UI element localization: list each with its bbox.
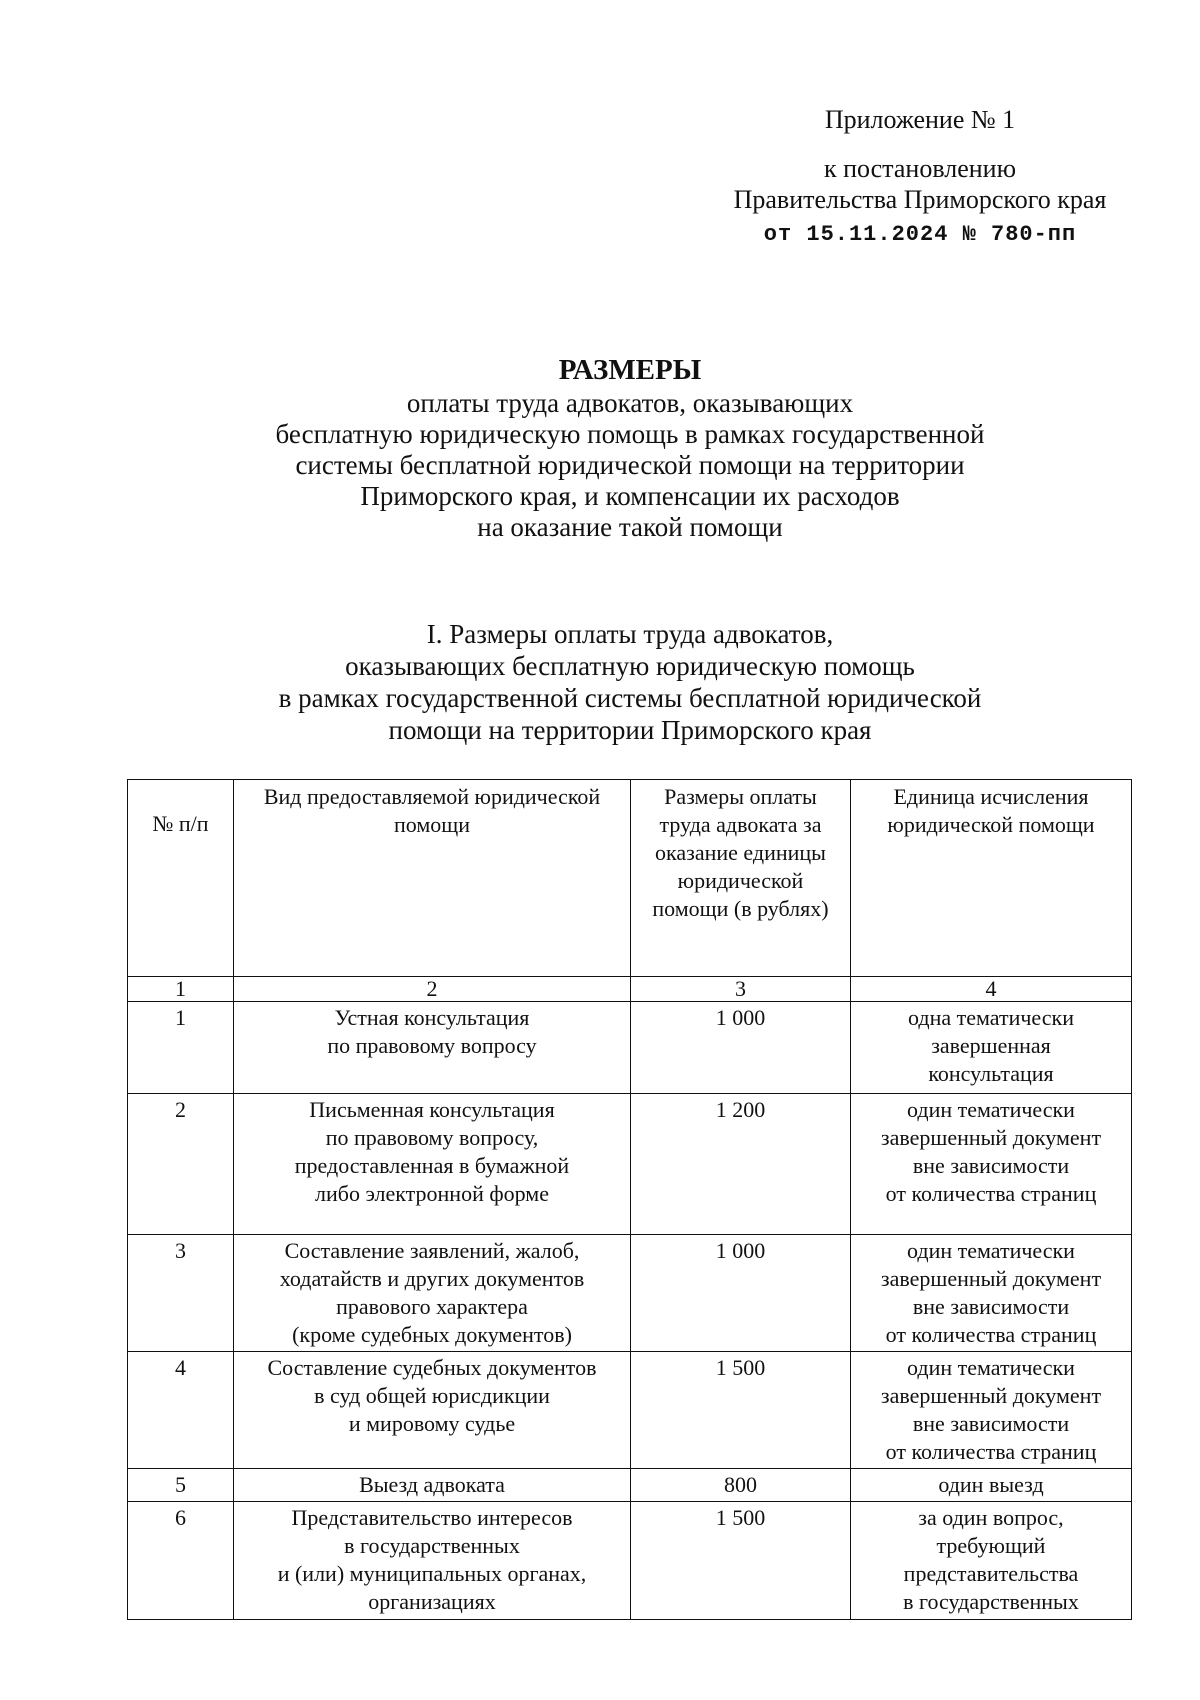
row-unit-text: один выезд bbox=[938, 1472, 1044, 1497]
title-line: Приморского края, и компенсации их расходов bbox=[360, 481, 900, 511]
row-type-text: Представительство интересов bbox=[291, 1505, 573, 1530]
appendix-authority: Правительства Приморского края bbox=[733, 185, 1107, 214]
section-line: помощи на территории Приморского края bbox=[388, 715, 872, 745]
row-unit bbox=[851, 1002, 1132, 1094]
header-type-text: помощи bbox=[394, 812, 470, 837]
header-num bbox=[128, 780, 234, 977]
row-type-text: Составление заявлений, жалоб, bbox=[284, 1238, 580, 1263]
header-rate-text: юридической bbox=[677, 868, 804, 893]
row-unit bbox=[851, 1502, 1132, 1620]
column-number: 4 bbox=[851, 977, 1132, 1002]
title-heading: РАЗМЕРЫ bbox=[558, 354, 702, 386]
row-unit-text: завершенный документ bbox=[880, 1266, 1102, 1291]
row-unit-text: завершенный документ bbox=[880, 1125, 1102, 1150]
row-unit-text: за один вопрос, bbox=[918, 1505, 1064, 1530]
title-line: на оказание такой помощи bbox=[477, 512, 783, 542]
header-rate-text: Размеры оплаты bbox=[664, 784, 817, 809]
table-row bbox=[128, 1094, 1132, 1235]
row-type-text: по правовому вопросу bbox=[327, 1033, 537, 1058]
row-type bbox=[234, 1352, 631, 1469]
document-title bbox=[0, 352, 1200, 543]
row-type-text: в государственных bbox=[344, 1533, 520, 1558]
row-type bbox=[234, 1235, 631, 1352]
row-num: 3 bbox=[128, 1235, 234, 1352]
row-type-text: Устная консультация bbox=[334, 1005, 530, 1030]
row-unit bbox=[851, 1352, 1132, 1469]
row-unit-text: вне зависимости bbox=[912, 1294, 1070, 1319]
column-number: 3 bbox=[631, 977, 851, 1002]
row-type-text: по правовому вопросу, bbox=[325, 1125, 539, 1150]
row-unit-text: один тематически bbox=[907, 1238, 1075, 1263]
row-num: 6 bbox=[128, 1502, 234, 1620]
appendix-to: к постановлению bbox=[823, 154, 1017, 183]
row-type-text: Выезд адвоката bbox=[359, 1472, 505, 1497]
header-rate-text: помощи (в рублях) bbox=[652, 896, 829, 921]
row-type bbox=[234, 1002, 631, 1094]
header-rate bbox=[631, 780, 851, 977]
row-unit-text: завершенная bbox=[931, 1033, 1051, 1058]
row-rate: 1 500 bbox=[631, 1502, 851, 1620]
row-unit-text: от количества страниц bbox=[885, 1181, 1097, 1206]
row-rate: 1 000 bbox=[631, 1235, 851, 1352]
title-line: бесплатную юридическую помощь в рамках государственной bbox=[275, 419, 985, 449]
fees-table bbox=[127, 779, 1132, 1620]
row-type bbox=[234, 1469, 631, 1502]
row-rate: 1 500 bbox=[631, 1352, 851, 1469]
row-num: 4 bbox=[128, 1352, 234, 1469]
column-number: 1 bbox=[128, 977, 234, 1002]
section-line: оказывающих бесплатную юридическую помощь bbox=[345, 651, 915, 681]
row-type-text: правового характера bbox=[336, 1294, 528, 1319]
row-type bbox=[234, 1502, 631, 1620]
row-type-text: Составление судебных документов bbox=[267, 1355, 597, 1380]
section-line: в рамках государственной системы бесплатной юридической bbox=[278, 683, 982, 713]
row-type-text: и (или) муниципальных органах, bbox=[277, 1561, 587, 1586]
table-row bbox=[128, 1502, 1132, 1620]
section-line: I. Размеры оплаты труда адвокатов, bbox=[426, 619, 834, 649]
row-unit bbox=[851, 1094, 1132, 1235]
row-unit-text: требующий bbox=[936, 1533, 1046, 1558]
row-unit bbox=[851, 1469, 1132, 1502]
row-type-text: и мировому судье bbox=[348, 1411, 516, 1436]
row-num: 5 bbox=[128, 1469, 234, 1502]
header-type-text: Вид предоставляемой юридической bbox=[263, 784, 601, 809]
appendix-date-number-stamp: от 15.11.2024 № 780-пп bbox=[763, 222, 1077, 247]
row-unit-text: завершенный документ bbox=[880, 1383, 1102, 1408]
row-type-text: либо электронной форме bbox=[315, 1181, 549, 1206]
header-unit bbox=[851, 780, 1132, 977]
title-line: системы бесплатной юридической помощи на территории bbox=[295, 450, 965, 480]
row-type bbox=[234, 1094, 631, 1235]
table-header-row bbox=[128, 780, 1132, 977]
row-type-text: ходатайств и других документов bbox=[279, 1266, 585, 1291]
header-unit-text: Единица исчисления bbox=[893, 784, 1089, 809]
row-num: 2 bbox=[128, 1094, 234, 1235]
row-num: 1 bbox=[128, 1002, 234, 1094]
row-unit-text: один тематически bbox=[907, 1355, 1075, 1380]
header-rate-text: оказание единицы bbox=[655, 840, 826, 865]
section-heading bbox=[0, 618, 1200, 746]
table-row bbox=[128, 1352, 1132, 1469]
row-unit-text: от количества страниц bbox=[885, 1439, 1097, 1464]
row-unit-text: вне зависимости bbox=[912, 1411, 1070, 1436]
column-number-row bbox=[128, 977, 1132, 1002]
table-row bbox=[128, 1469, 1132, 1502]
header-rate-text: труда адвоката за bbox=[659, 812, 822, 837]
row-rate: 1 000 bbox=[631, 1002, 851, 1094]
title-line: оплаты труда адвокатов, оказывающих bbox=[406, 388, 854, 418]
row-type-text: в суд общей юрисдикции bbox=[314, 1383, 550, 1408]
row-rate: 1 200 bbox=[631, 1094, 851, 1235]
row-type-text: предоставленная в бумажной bbox=[294, 1153, 570, 1178]
row-type-text: (кроме судебных документов) bbox=[292, 1322, 572, 1347]
row-unit-text: от количества страниц bbox=[885, 1322, 1097, 1347]
header-unit-text: юридической помощи bbox=[887, 812, 1095, 837]
row-type-text: организациях bbox=[368, 1589, 496, 1614]
table-row bbox=[128, 1235, 1132, 1352]
table-row bbox=[128, 1002, 1132, 1094]
appendix-title: Приложение № 1 bbox=[824, 105, 1016, 134]
row-unit-text: консультация bbox=[928, 1061, 1054, 1086]
row-unit-text: представительства bbox=[903, 1561, 1079, 1586]
column-number: 2 bbox=[234, 977, 631, 1002]
row-unit-text: один тематически bbox=[907, 1097, 1075, 1122]
row-unit-text: в государственных bbox=[903, 1589, 1079, 1614]
header-type bbox=[234, 780, 631, 977]
row-unit-text: одна тематически bbox=[908, 1005, 1074, 1030]
row-unit bbox=[851, 1235, 1132, 1352]
appendix-block bbox=[700, 104, 1140, 250]
row-rate: 800 bbox=[631, 1469, 851, 1502]
row-unit-text: вне зависимости bbox=[912, 1153, 1070, 1178]
row-type-text: Письменная консультация bbox=[309, 1097, 555, 1122]
header-num-text: № п/п bbox=[152, 811, 209, 836]
